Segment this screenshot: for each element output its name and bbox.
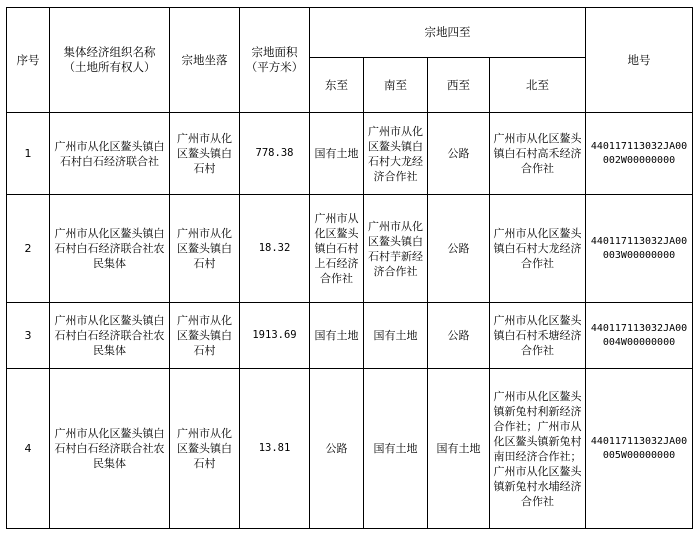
header-south: 南至	[364, 58, 428, 113]
cell-east: 国有土地	[310, 303, 364, 369]
cell-parcel: 440117113032JA00002W00000000	[586, 113, 693, 195]
header-boundaries: 宗地四至	[310, 8, 586, 58]
cell-parcel: 440117113032JA00005W00000000	[586, 369, 693, 529]
cell-south: 国有土地	[364, 369, 428, 529]
cell-north: 广州市从化区鳌头镇白石村禾塘经济合作社	[490, 303, 586, 369]
cell-area: 13.81	[240, 369, 310, 529]
cell-west: 公路	[428, 113, 490, 195]
table-row	[7, 195, 693, 303]
cell-owner: 广州市从化区鳌头镇白石村白石经济联合社农民集体	[50, 303, 170, 369]
cell-seq: 2	[7, 195, 50, 303]
cell-seq: 1	[7, 113, 50, 195]
cell-north: 广州市从化区鳌头镇白石村大龙经济合作社	[490, 195, 586, 303]
table-row	[7, 369, 693, 529]
cell-north: 广州市从化区鳌头镇白石村高禾经济合作社	[490, 113, 586, 195]
cell-owner: 广州市从化区鳌头镇白石村白石经济联合社	[50, 113, 170, 195]
cell-location: 广州市从化区鳌头镇白石村	[170, 369, 240, 529]
header-area: 宗地面积（平方米）	[240, 8, 310, 113]
cell-west: 公路	[428, 195, 490, 303]
cell-south: 国有土地	[364, 303, 428, 369]
cell-east: 广州市从化区鳌头镇白石村上石经济合作社	[310, 195, 364, 303]
cell-west: 公路	[428, 303, 490, 369]
cell-area: 778.38	[240, 113, 310, 195]
cell-location: 广州市从化区鳌头镇白石村	[170, 303, 240, 369]
cell-area: 18.32	[240, 195, 310, 303]
cell-area: 1913.69	[240, 303, 310, 369]
cell-seq: 4	[7, 369, 50, 529]
header-east: 东至	[310, 58, 364, 113]
cell-west: 国有土地	[428, 369, 490, 529]
header-seq: 序号	[7, 8, 50, 113]
cell-south: 广州市从化区鳌头镇白石村大龙经济合作社	[364, 113, 428, 195]
header-owner: 集体经济组织名称（土地所有权人）	[50, 8, 170, 113]
cell-owner: 广州市从化区鳌头镇白石村白石经济联合社农民集体	[50, 369, 170, 529]
header-parcel: 地号	[586, 8, 693, 113]
land-parcel-table	[6, 7, 693, 529]
cell-east: 公路	[310, 369, 364, 529]
cell-location: 广州市从化区鳌头镇白石村	[170, 195, 240, 303]
header-west: 西至	[428, 58, 490, 113]
header-north: 北至	[490, 58, 586, 113]
cell-parcel: 440117113032JA00004W00000000	[586, 303, 693, 369]
cell-owner: 广州市从化区鳌头镇白石村白石经济联合社农民集体	[50, 195, 170, 303]
table-row	[7, 113, 693, 195]
cell-south: 广州市从化区鳌头镇白石村芋新经济合作社	[364, 195, 428, 303]
cell-north: 广州市从化区鳌头镇新兔村利新经济合作社；广州市从化区鳌头镇新兔村南田经济合作社；广州市从化区鳌头镇新兔村水埔经济合作社	[490, 369, 586, 529]
cell-seq: 3	[7, 303, 50, 369]
cell-parcel: 440117113032JA00003W00000000	[586, 195, 693, 303]
cell-east: 国有土地	[310, 113, 364, 195]
table-row	[7, 303, 693, 369]
header-location: 宗地坐落	[170, 8, 240, 113]
cell-location: 广州市从化区鳌头镇白石村	[170, 113, 240, 195]
